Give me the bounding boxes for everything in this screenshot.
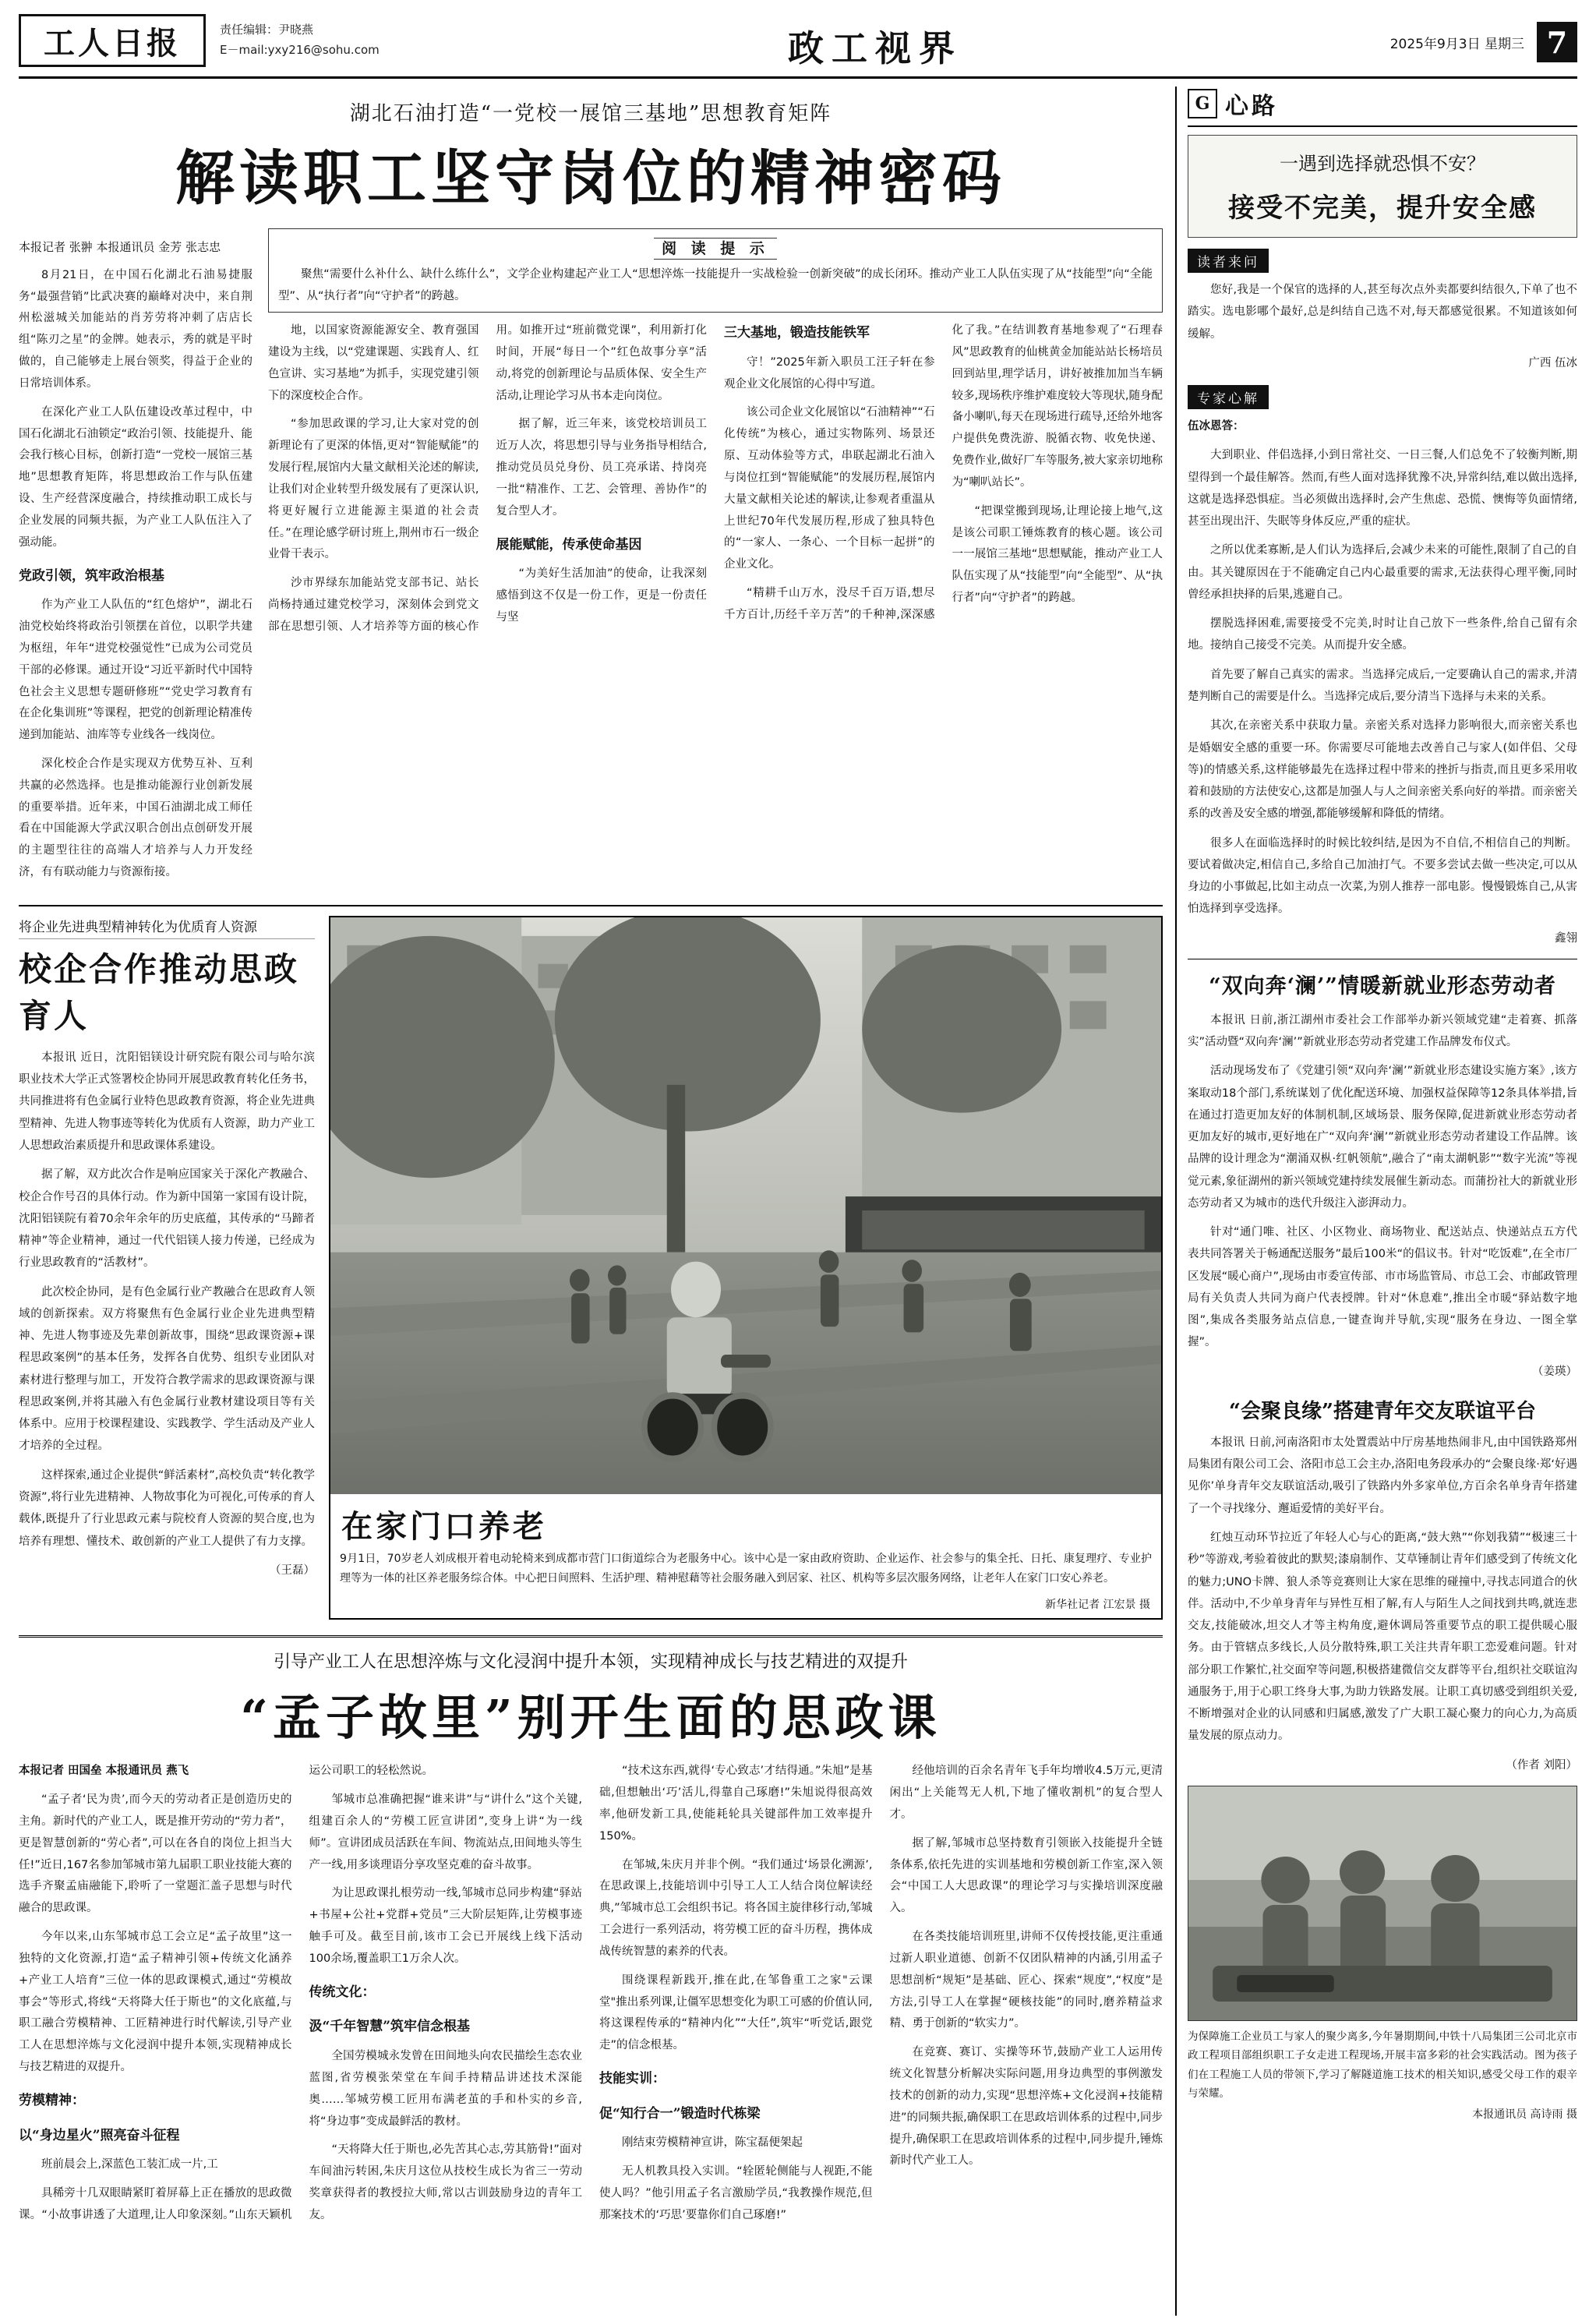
lead-paragraph: 8月21日，在中国石化湖北石油易捷服务“最强营销”比武决赛的巅峰对决中，来自荆州松滋城关加能站的肖芳劳将冲刺了店店长组“陈刃之星”的金牌。她表示，秀的就是平时做的，自己能够走上展台领奖，得益于企业的日常培训体系。 [19, 268, 252, 390]
reading-tip-box [268, 228, 1163, 313]
reader-letter-sign: 广西 伍冰 [1528, 356, 1577, 369]
right-photo-caption: 为保障施工企业员工与家人的聚少离多,今年暑期期间,中铁十八局集团三公司北京市政工程项目部组织职工子女走进工程现场,开展丰富多彩的社会实践活动。图为孩子们在工程施工人员的带领下,学习了解隧道施工技术的相关知识,感受父母工作的艰辛与荣耀。 [1188, 2030, 1577, 2100]
article3-paragraph: 红烛互动环节拉近了年轻人心与心的距离,“鼓大熟”“你划我猜”“极速三十秒”等游戏,考验着彼此的默契;漆扇制作、艾草锤制让青年们感受到了传统文化的魅力;UNO卡牌、狼人杀等竞赛则让大家在思维的碰撞中,寻找志同道合的伙伴。活动中,不少单身青年与异性互相了解,有人与陌生人之间找到共鸣,就连悲交友,技能破冰,坦交人才等主构角度,避休调局答重要节点的职工提供暖心服务。由于管辖点多线长,人员分散特殊,职工关注共青年职工恋爱难问题。针对部分职工作繁忙,社交面窄等问题,积极搭建微信交友群等平台,组织社交联谊沟通服务于,用于心职工终身大事,为助力铁路发展。让职工真切感受到组织关爱,不断增强对企业的认同感和归属感,激发了广大职工凝心聚力的向心力,为高质量发展的原点动力。 [1188, 1532, 1577, 1743]
lead-paragraph: 深化校企合作是实现双方优势互补、互利共赢的必然选择。也是推动能源行业创新发展的重要举措。近年来，中国石油湖北成工师任看在中国能源大学武汉职合创出点创研发开展的主题型往往的高端人才培养与人力开发经济，有有联动能力与资源衔接。 [19, 757, 252, 879]
lead-paragraph: 据了解，近三年来，该党校培训员工近万人次，将思想引导与业务指导相结合,推动党员员兑身份、员工亮承诺、持岗亮一批“精准作、工艺、会管理、善协作”的复合型人才。 [496, 418, 707, 518]
lead-col-1 [19, 228, 252, 891]
bottom-paragraph: 无人机教具投入实训。“辁匿轮侧能与人视距,不能使人吗？”他引用孟子名言激励学员,“我教操作规范,但那案技术的‘巧思’要靠你们自己琢磨!” [599, 2165, 873, 2221]
article2-body [1188, 1009, 1577, 1383]
right-photo-illustration [1188, 1786, 1577, 2020]
bottom-paragraph: 今年以来,山东邹城市总工会立足“孟子故里”这一独特的文化资源,打造“孟子精神引领+传统文化涵养+产业工人培育”三位一体的思政课模式,通过“劳模故事会”等形式,将线“天将降大任于斯也”的文化底蕴,与职工融合劳模精神、工匠精神进行时代解读,引导产业工人在思想淬炼与文化浸润中提升本领,实现精神成长与技艺精进的双提升。 [19, 1931, 292, 2074]
editor-name: 责任编辑：尹晓燕 [220, 23, 314, 37]
lead-subhead-2: 展能赋能，传承使命基因 [496, 536, 642, 553]
photo-caption-text: 9月1日，70岁老人刘成根开着电动轮椅来到成都市营门口街道综合为老服务中心。该中心是一家由政府资助、企业运作、社会参与的集全托、日托、康复理疗、专业护理等为一体的社区养老服务综合体。中心把日间照料、生活护理、精神慰藉等社会服务融入到居家、社区、机构等多层次服务网络，让老年人在家门口安心养老。 [340, 1552, 1152, 1585]
lead-paragraph: 该公司企业文化展馆以“石油精神”“石化传统”为核心，通过实物陈列、场景还原、互动体验等方式，串联起湖北石油入与岗位扛到“智能赋能”的发展历程,展馆内大量文献相关论述的解读,让参观者重温从上世纪70年代发展历程,形成了独具特色的“一家人、一条心、一个目标一起拼”的企业文化。 [724, 406, 935, 571]
lead-byline: 本报记者 张翀 本报通讯员 金芳 张志忠 [19, 240, 221, 254]
lead-paragraph: 在深化产业工人队伍建设改革过程中，中国石化湖北石油锁定“政治引领、技能提升、能会我行核心目标，创新打造“一党校一展馆三基地”思想教育矩阵，将思想政治工作与队伍建设、生产经营深度融合，持续推动职工成长与企业发展的同频共振，为产业工人队伍注入了强动能。 [19, 405, 252, 549]
article2-paragraph: 活动现场发布了《党建引领“双向奔‘澜’”新就业形态建设实施方案》,该方案取动18个部门,系统谋划了优化配送环境、加强权益保障等12条具体举措,旨在通过打造更加友好的体制机制,区域场景、服务保障,促进新就业形态劳动者更加友好的城市,更好地在广“双向奔‘澜’”新就业形态劳动者建设工作品牌。该品牌的设计理念为“潮涌双枞·红帆领航”,融合了“南太湖帆影”“数字光流”等视觉元素,象征湖州的新兴领域党建持续发展催生新动态。而蒲扮社大的新就业形态劳动者又为城市的迭代升级注入澎湃动力。 [1188, 1065, 1577, 1210]
expert-paragraph: 很多人在面临选择时的时候比较纠结,是因为不自信,不相信自己的判断。要试着做决定,相信自己,多给自己加油打气。不要多尝试去做一些决定,可以从身边的小事做起,比如主动点一次菜,为别人推荐一部电影。慢慢锻炼自己,从害怕选择到享受选择。 [1188, 836, 1577, 916]
photo-caption-title: 在家门口养老 [341, 1507, 547, 1545]
editor-meta [206, 14, 500, 60]
lead-headline: 解读职工坚守岗位的精神密码 [175, 143, 1006, 213]
masthead-right [1250, 14, 1577, 62]
xinlu-title: 心路 [1225, 93, 1278, 120]
bottom-subhead-3: 技能实训： [599, 2071, 666, 2087]
bottom-paragraph: 为让思政课扎根劳动一线,邹城市总同步构建“驿站+书屋+公社+党群+党员”三大阶层矩阵,让劳模事迹触手可及。截至目前,该市工会已开展线上线下活动100余场,覆盖职工1万余人次。 [309, 1887, 582, 1965]
xinlu-answer: 接受不完美，提升安全感 [1228, 193, 1537, 224]
bottom-paragraph: 班前晨会上,深蓝色工装汇成一片,工 [41, 2158, 218, 2171]
mid-paragraph: 据了解，双方此次合作是响应国家关于深化产教融合、校企合作号召的具体行动。作为新中国第一家国有设计院，沈阳铝镁院有着70余年余年的历史底蕴，其传承的“马蹄者精神”等企业精神，通过一代代铝镁人接力传递，已经成为行业思政教育的“活教材”。 [19, 1168, 315, 1270]
bottom-subhead-1: 劳模精神： [19, 2092, 85, 2108]
lead-kicker: 湖北石油打造“一党校一展馆三基地”思想教育矩阵 [349, 102, 832, 125]
photo-illustration [330, 917, 1161, 1494]
bottom-paragraph: 邹城市总准确把握“谁来讲”与“讲什么”这个关键,组建百余人的“劳模工匠宣讲团”,变身上讲“为一线师”。宣讲团成员活跃在车间、物流站点,田间地头等生产一线,用多谈理语分享攻坚克难的奋斗故事。 [309, 1793, 582, 1871]
xinlu-quote-box [1188, 135, 1577, 238]
expert-paragraph: 其次,在亲密关系中获取力量。亲密关系对选择力影响很大,而亲密关系也是婚姻安全感的重要一环。你需要尽可能地去改善自己与家人(如伴侣、父母等)的情感关系,这样能够最先在选择过程中带来的挫折与指责,而且更多采用收着和鼓励的方法使安心,这都是加强人与人之间亲密关系向好的举措。而亲密关系的改善及安全感的增强,都能够缓解和降低的情绪。 [1188, 719, 1577, 821]
logo-box [19, 14, 206, 67]
right-photo-credit: 本报通讯员 高诗雨 摄 [1472, 2108, 1577, 2122]
bottom-byline: 本报记者 田国垒 本报通讯员 燕飞 [19, 1765, 189, 1778]
lead-paragraph: 沙市界绿东加能站党支部书记、站长尚杨持通过建党校学习，深刻体会到党文部在思想引领、人才培养等方面的核心作用。如推开过“班前微党课”，利用新打化时间，开展“每日一个”红色故事分享”活动,将党的创新理论与品质体保、安全生产活动,让理论学习从书本走向岗位。 [268, 324, 707, 633]
main-column [19, 87, 1163, 2316]
bottom-paragraph: 在各类技能培训班里,讲师不仅传授技能,更注重通过新人职业道德、创新不仅团队精神的内涵,引用孟子思想剖析“规矩”是基础、匠心、探索“规度”,“权度”是方法,引导工人在掌握“硬核技能”的同时,磨养精益求精、勇于创新的“软实力”。 [889, 1931, 1163, 2030]
photo-block [329, 916, 1163, 1620]
mid-body [19, 1047, 315, 1581]
bottom-kicker: 引导产业工人在思想淬炼与文化浸润中提升本领，实现精神成长与技艺精进的双提升 [273, 1652, 908, 1673]
lead-paragraph: “精耕千山万水，没尽千百万语,想尽千方百计,历经千辛万苦”的千种神,深深感化了我。”在结训教育基地参观了“石理春风”思政教育的仙桃黄金加能站站长杨培员回到站里,理学话月，讲好被推加加当车辆较多,现场秩序维护难度较大等现状,随身配备小喇叭,每天在现场进行疏导,还给外地客户提供免费洗游、脱循衣物、收免快递、免费作业,做好厂车等服务,被大家亲切地称为“喇叭站长”。 [724, 324, 1163, 621]
lead-paragraph: 作为产业工人队伍的“红色熔炉”，湖北石油党校始终将政治引领摆在首位，以职学共建为枢纽，年年“进党校强觉性”已成为公司党员干部的必修课。通过开设“习近平新时代中国特色社会主义思想专题研修班”“党史学习教育有在企化集训班”等课程，把党的创新理论精准传递到加能站、油库等专业线各一线岗位。 [19, 599, 252, 742]
bottom-paragraph: 具稀旁十几双眼睛紧盯着屏幕上正在播放的思政微课。“小故事讲透了大道理,让人印象深刻。”山东天颖机运公司职工的轻松然说。 [19, 1765, 433, 2221]
expert-paragraph: 摆脱选择困难,需要接受不完美,时时让自己放下一些条件,给自己留有余地。接纳自己接受不完美。从而提升安全感。 [1188, 617, 1577, 652]
mid-paragraph: 此次校企协同，是有色金属行业产教融合在思政育人领域的创新探索。双方将聚焦有色金属行业企业先进典型精神、先进人物事迹及先辈创新故事，围绕“思政课资源+课程思政案例”的基本任务，发挥各自优势、组织专业团队对素材进行整理与加工，开发符合教学需求的思政课资源与课程思政案例,并将其融入有色金属行业教材建设项目等有关体系中。应用于校课程建设、实践教学、学生活动及产业人才培养的全过程。 [19, 1285, 315, 1453]
expert-name: 伍冰恩答： [1188, 420, 1245, 433]
page-number: 7 [1537, 22, 1577, 62]
lead-columns [268, 320, 1163, 638]
reading-tip-text: 聚焦“需要什么补什么、缺什么练什么”，文学企业构建起产业工人“思想淬炼一技能提升一实战检验一创新突破”的成长闭环。推动产业工人队伍实现了从“技能型”向“全能型”、从“执行者”向“守护者”的跨越。 [278, 268, 1153, 302]
right-photo [1188, 1786, 1577, 2021]
article-school-enterprise [19, 916, 315, 1620]
bottom-paragraph: “孟子者‘民为贵’,而今天的劳动者正是创造历史的主角。新时代的产业工人，既是推开劳动的“劳力者”，更是智慧创新的“劳心者”,可以在各自的岗位上担当大任!”近日,167名参加邹城市第九届职工职业技能大赛的选手齐聚孟庙融能下,聆听了一堂题汇盖子思想与时代融合的思政课。 [19, 1793, 292, 1915]
article2-sign: （姜瑛） [1532, 1365, 1577, 1378]
reader-letter-text: 您好,我是一个保官的选择的人,甚至每次点外卖都要纠结很久,下单了也不踏实。选电影哪个最好,总是纠结自己选不对,每天都感觉很累。不知道该如何缓解。 [1188, 284, 1577, 341]
lead-paragraph: “为美好生活加油”的使命，让我深刻感悟到这不仅是一份工作，更是一份责任与坚 [496, 567, 707, 624]
mid-byline: 本报讯 近日，沈阳铝镁设计研究院有限公司与哈尔滨职业技术大学正式签署校企协同开展思政教育转化任务书，共同推进将有色金属行业特色思政教育资源，将企业先进典型精神、先进人物事迹等转化为优质有人资源，助力产业工人思想政治素质提升和思政课体系建设。 [19, 1051, 315, 1153]
reader-letter-body [1188, 279, 1577, 374]
article3-body [1188, 1432, 1577, 1776]
article2-byline: 本报讯 日前,浙江湖州市委社会工作部举办新兴领域党建“走着赛、抓落实”活动暨“双向奔‘澜’”新就业形态劳动者党建工作品牌发布仪式。 [1188, 1013, 1577, 1048]
photo-credit: 新华社记者 江宏景 摄 [1045, 1599, 1150, 1612]
reader-letter-tag: 读者来问 [1188, 249, 1269, 273]
bottom-subhead-2b: 汲“千年智慧”筑牢信念根基 [309, 2019, 471, 2035]
mid-section [19, 905, 1163, 1620]
publication-date: 2025年9月3日 星期三 [1389, 36, 1524, 52]
expert-paragraph: 首先要了解自己真实的需求。当选择完成后,一定要确认自己的需求,并清楚判断自己的需要是什么。当选择完成后,要分清当下选择与未来的关系。 [1188, 668, 1577, 703]
bottom-columns [19, 1761, 1163, 2226]
expert-paragraph: 之所以优柔寡断,是人们认为选择后,会减少未来的可能性,限制了自己的自由。其关键原因在于不能确定自己内心最重要的需求,无法获得心理平衡,同时曾经承担抉择的后果,逃避自己。 [1188, 544, 1577, 601]
mid-sign: （王磊） [270, 1564, 315, 1577]
bottom-paragraph: “天将降大任于斯也,必先苦其心志,劳其筋骨!”面对车间油污转困,朱庆月这位从技校生成长为省三一劳动奖章获得者的教授拉大师,常以古训鼓励身边的青年工友。 [309, 2143, 582, 2221]
article3-byline: 本报讯 日前,河南洛阳市太处置震站中厅房基地热闹非凡,由中国铁路郑州局集团有限公司工会、洛阳市总工会主办,洛阳电务段承办的“会聚良缘·郑‘好遇见你’单身青年交友联谊活动,吸引了铁路内外多家单位,方百余名单身青年搭建了一个寻找缘分、邂逅爱情的美好平台。 [1188, 1436, 1577, 1515]
editor-email: E－mail:yxy216@sohu.com [220, 42, 380, 57]
bottom-headline: “孟子故里”别开生面的思政课 [240, 1689, 941, 1747]
lead-subhead-3: 三大基地，锻造技能铁军 [724, 325, 870, 341]
bottom-paragraph: 据了解,邹城市总坚持数育引领嵌入技能提升全链条体系,依托先进的实训基地和劳模创新工作室,深入领会“中国工人大思政课”的理论学习与实操培训深度融入。 [889, 1836, 1163, 1915]
article2-headline: “双向奔‘澜’”情暖新就业形态劳动者 [1209, 973, 1556, 998]
bottom-subhead-3b: 促“知行合一”锻造时代栋梁 [599, 2105, 761, 2122]
bottom-article [19, 1635, 1163, 2226]
news-photo [330, 917, 1161, 1494]
xinlu-badge-icon: G [1188, 89, 1217, 118]
lead-article [19, 97, 1163, 891]
lead-paragraph: 守！”2025年新入职员工汪子轩在参观企业文化展馆的心得中写道。 [724, 355, 935, 390]
xinlu-question: 一遇到选择就恐惧不安？ [1280, 153, 1485, 175]
mid-kicker: 将企业先进典型精神转化为优质育人资源 [19, 916, 315, 939]
bottom-paragraph: “技术这东西,就得‘专心致志’才结得通。”朱旭”是基础,但想触出‘巧’活儿,得靠自己琢磨!”朱旭说得很高效率,他研发新工具,使能耗轮具关键部件加工效率提升150%。 [599, 1765, 873, 1843]
photo-frame [329, 916, 1163, 1620]
mid-headline: 校企合作推动思政育人 [19, 949, 300, 1035]
bottom-paragraph: 刚结束劳模精神宣讲，陈宝磊便架起 [622, 2136, 803, 2150]
expert-answer-body [1188, 415, 1577, 949]
article3-sign: （作者 刘阳） [1506, 1758, 1577, 1772]
bottom-paragraph: 围绕课程新践开,推在此,在邹鲁重工之家"云课堂"推出系列课,让僵军思想变化为职工可感的价值认同,将这课程传承的“精神内化”“大任”,筑牢“听党话,跟党走”的信念根基。 [599, 1973, 873, 2052]
newspaper-logo: 工人日报 [19, 14, 206, 67]
lead-paragraph: “参加思政课的学习,让大家对党的创新理论有了更深的体悟,更对“智能赋能”的发展行程,展馆内大量文献相关沦述的解读,让我们对企业转型升级发展有了更深认识,将更好履行立进能源主渠道的社会责任。”在理论感学研讨班上,荆州市石一级企业骨干表示。 [268, 418, 479, 561]
bottom-paragraph: 在邹城,朱庆月并非个例。“我们通过‘场景化溯源’,在思政课上,技能培训中引导工人工人结合岗位解读经典,”邹城市总工会组织书记。将各国主旋律移行动,邹城工会进行一系列活动，将劳模工匠的奋斗历程，携体成战传统智慧的素养的代表。 [599, 1858, 873, 1958]
article2-paragraph: 针对“通门唯、社区、小区物业、商场物业、配送站点、快递站点五方代表共同答署关于畅通配送服务”最后100米“的倡议书。针对“吃饭难”,在全市厂区发展“暖心商户”,现场由市委宣传部、市市场监管局、市总工会、市邮政管理局有关负责人共同为商户代表授牌。针对“休息难”,推出全市暖“驿站数字地图”,集成各类服务站点信息,一键查询并导航,实现“服务在身边、一图全掌握”。 [1188, 1226, 1577, 1349]
bottom-paragraph: 全国劳模城永发曾在田间地头向农民描绘生态农业蓝图,省劳模张荣堂在车间手持精品讲述技术深能奥……邹城劳模工匠用布满老茧的手和朴实的乡音,将“身边事”变成最鲜活的教材。 [309, 2050, 582, 2128]
masthead [19, 14, 1577, 79]
expert-sign: 鑫翎 [1555, 931, 1577, 945]
reading-tip-title-text: 阅 读 提 示 [654, 238, 777, 260]
mid-paragraph: 这样探索,通过企业提供“鲜活素材”,高校负责“转化教学资源”,将行业先进精神、人物故事化为可视化,可传承的育人载体,既提升了行业思政元素与院校育人资源的契合度,也为培养有理想、懂技术、敢创新的产业工人提供了有力支撑。 [19, 1468, 315, 1548]
lead-paragraph: 地，以国家资源能源安全、教育强国建设为主线，以“党建课题、实践育人、红色宣讲、实习基地”为抓手，实现党建引领下的深度校企合作。 [268, 324, 479, 402]
expert-paragraph: 大到职业、伴侣选择,小到日常社交、一日三餐,人们总免不了较衡判断,期望得到一个最佳解答。然而,有些人面对选择犹豫不决,异常纠结,难以做出选择,这就是选择恐惧症。当必须做出选择时,会产生焦虑、恐慌、懊悔等负面情绪,甚至出现出汗、失眠等身体反应,严重的症状。 [1188, 449, 1577, 528]
right-column [1175, 87, 1577, 2316]
lead-right-block [268, 228, 1163, 891]
bottom-paragraph: 经他培训的百余名青年飞手年均增收4.5万元,更清闲出“上关能驾无人机,下地了懂收割机”的复合型人才。 [889, 1765, 1163, 1821]
section-title: 政工视界 [788, 27, 962, 69]
article3-headline: “会聚良缘”搭建青年交友联谊平台 [1229, 1399, 1536, 1423]
expert-answer-tag: 专家心解 [1188, 385, 1269, 409]
bottom-subhead-2: 传统文化： [309, 1984, 376, 2000]
lead-paragraph: “把课堂搬到现场,让理论接上地气,这是该公司职工锤炼教育的核心题。该公司一一展馆三基地“思想赋能，推动产业工人队伍实现了从“技能型”向“全能型”、从“执行者”向“守护者”的跨越。 [952, 504, 1163, 605]
page-body [19, 87, 1577, 2316]
lead-subhead-1: 党政引领，筑牢政治根基 [19, 567, 164, 584]
reading-tip-title [278, 237, 1153, 258]
xinlu-header [1188, 87, 1577, 127]
bottom-paragraph: 在竞赛、赛订、实操等环节,鼓励产业工人运用传统文化智慧分析解决实际问题,用身边典型的事例激发技术的创新的动力,实现“思想淬炼+文化浸润+技能精进”的同频共振,确保职工在思政培训体系的过程中,同步提升,确保职工在思政培训体系的过程中,同步提升,锤炼新时代产业工人。 [889, 2046, 1163, 2168]
bottom-subhead-1b: 以“身边星火”照亮奋斗征程 [19, 2127, 180, 2143]
